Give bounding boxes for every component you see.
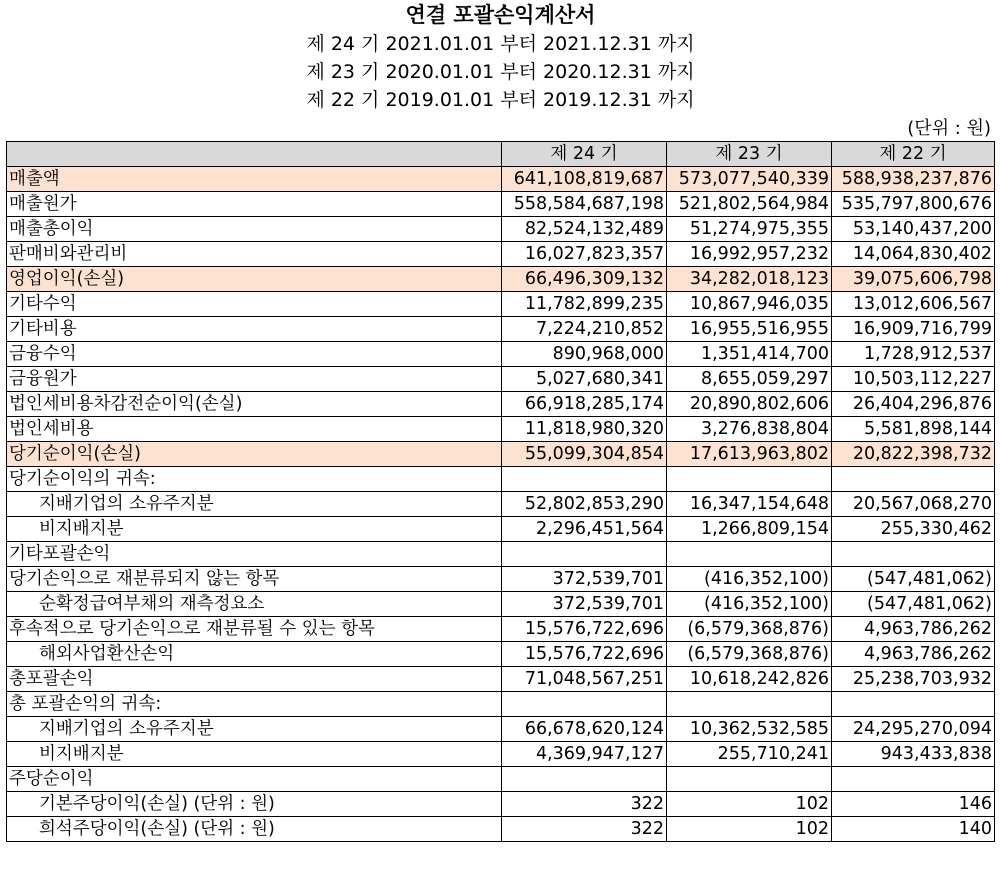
table-row [7, 567, 995, 592]
row-value [667, 467, 832, 492]
row-value: 255,710,241 [667, 742, 832, 767]
column-header-period-23: 제 23 기 [667, 142, 832, 167]
row-value: 10,867,946,035 [667, 292, 832, 317]
row-label: 금융원가 [7, 367, 502, 392]
table-row [7, 392, 995, 417]
table-row [7, 542, 995, 567]
period-line: 제 23 기 2020.01.01 부터 2020.12.31 까지 [306, 61, 695, 83]
row-label: 지배기업의 소유주지분 [7, 717, 502, 742]
row-label: 기본주당이익(손실) (단위 : 원) [7, 792, 502, 817]
row-value: 1,728,912,537 [832, 342, 995, 367]
table-row [7, 592, 995, 617]
row-label: 희석주당이익(손실) (단위 : 원) [7, 817, 502, 842]
row-value: 71,048,567,251 [502, 667, 667, 692]
row-value: 4,369,947,127 [502, 742, 667, 767]
row-value: 10,362,532,585 [667, 717, 832, 742]
row-value: 588,938,237,876 [832, 167, 995, 192]
row-value [832, 692, 995, 717]
row-label: 기타포괄손익 [7, 542, 502, 567]
row-value [502, 767, 667, 792]
row-value [502, 542, 667, 567]
row-label: 기타비용 [7, 317, 502, 342]
row-label: 해외사업환산손익 [7, 642, 502, 667]
row-value: 255,330,462 [832, 517, 995, 542]
row-value: 16,347,154,648 [667, 492, 832, 517]
row-value: 535,797,800,676 [832, 192, 995, 217]
row-value: 20,567,068,270 [832, 492, 995, 517]
row-value: 7,224,210,852 [502, 317, 667, 342]
row-value: 1,266,809,154 [667, 517, 832, 542]
row-value [667, 542, 832, 567]
row-value: 4,963,786,262 [832, 642, 995, 667]
row-value: 322 [502, 792, 667, 817]
table-row [7, 442, 995, 467]
row-label: 기타수익 [7, 292, 502, 317]
row-value: (6,579,368,876) [667, 642, 832, 667]
row-label: 순확정급여부채의 재측정요소 [7, 592, 502, 617]
row-label: 당기순이익의 귀속: [7, 467, 502, 492]
table-row [7, 617, 995, 642]
row-value: 521,802,564,984 [667, 192, 832, 217]
unit-label: (단위 : 원) [907, 118, 991, 139]
period-line: 제 22 기 2019.01.01 부터 2019.12.31 까지 [306, 89, 695, 111]
row-value: 641,108,819,687 [502, 167, 667, 192]
row-value: 39,075,606,798 [832, 267, 995, 292]
row-value: 4,963,786,262 [832, 617, 995, 642]
row-value: 5,027,680,341 [502, 367, 667, 392]
row-value: 146 [832, 792, 995, 817]
table-row [7, 292, 995, 317]
row-label: 영업이익(손실) [7, 267, 502, 292]
row-value: 10,503,112,227 [832, 367, 995, 392]
row-value: 5,581,898,144 [832, 417, 995, 442]
row-value: 20,822,398,732 [832, 442, 995, 467]
row-value: 1,351,414,700 [667, 342, 832, 367]
row-label: 매출원가 [7, 192, 502, 217]
row-value: 66,496,309,132 [502, 267, 667, 292]
row-value: 14,064,830,402 [832, 242, 995, 267]
row-value: 55,099,304,854 [502, 442, 667, 467]
row-value: (416,352,100) [667, 592, 832, 617]
row-value: 13,012,606,567 [832, 292, 995, 317]
statement-title: 연결 포괄손익계산서 [405, 3, 596, 27]
row-label: 당기순이익(손실) [7, 442, 502, 467]
row-label: 판매비와관리비 [7, 242, 502, 267]
row-value [667, 692, 832, 717]
table-row [7, 742, 995, 767]
row-value: 11,818,980,320 [502, 417, 667, 442]
column-header-item [7, 142, 502, 167]
row-value: 11,782,899,235 [502, 292, 667, 317]
table-row [7, 667, 995, 692]
row-value: 102 [667, 817, 832, 842]
table-row [7, 642, 995, 667]
row-value: 372,539,701 [502, 592, 667, 617]
row-value: 102 [667, 792, 832, 817]
table-row [7, 492, 995, 517]
table-row [7, 342, 995, 367]
table-row [7, 717, 995, 742]
row-value: (547,481,062) [832, 592, 995, 617]
row-value [832, 467, 995, 492]
row-value: 372,539,701 [502, 567, 667, 592]
row-label: 금융수익 [7, 342, 502, 367]
row-value: 26,404,296,876 [832, 392, 995, 417]
row-label: 주당순이익 [7, 767, 502, 792]
table-row [7, 192, 995, 217]
row-value: 8,655,059,297 [667, 367, 832, 392]
row-value: 53,140,437,200 [832, 217, 995, 242]
row-value: 2,296,451,564 [502, 517, 667, 542]
row-value [502, 467, 667, 492]
row-value: 322 [502, 817, 667, 842]
row-label: 비지배지분 [7, 742, 502, 767]
table-row [7, 692, 995, 717]
statement-header [0, 0, 1001, 114]
row-value: 25,238,703,932 [832, 667, 995, 692]
row-value: (6,579,368,876) [667, 617, 832, 642]
table-row [7, 217, 995, 242]
row-value [502, 692, 667, 717]
table-row [7, 317, 995, 342]
row-value: 34,282,018,123 [667, 267, 832, 292]
table-body [7, 167, 995, 842]
row-value: 3,276,838,804 [667, 417, 832, 442]
row-value: 10,618,242,826 [667, 667, 832, 692]
row-value: 15,576,722,696 [502, 617, 667, 642]
row-label: 매출액 [7, 167, 502, 192]
row-value: 17,613,963,802 [667, 442, 832, 467]
row-label: 지배기업의 소유주지분 [7, 492, 502, 517]
row-value: 573,077,540,339 [667, 167, 832, 192]
table-row [7, 367, 995, 392]
income-statement-table [6, 141, 995, 842]
row-value: 66,678,620,124 [502, 717, 667, 742]
row-value [832, 542, 995, 567]
row-label: 법인세비용 [7, 417, 502, 442]
row-value [832, 767, 995, 792]
row-value: 943,433,838 [832, 742, 995, 767]
row-value: 140 [832, 817, 995, 842]
row-value [667, 767, 832, 792]
row-label: 후속적으로 당기손익으로 재분류될 수 있는 항목 [7, 617, 502, 642]
row-value: 20,890,802,606 [667, 392, 832, 417]
row-value: 16,992,957,232 [667, 242, 832, 267]
table-row [7, 817, 995, 842]
table-header-row [7, 142, 995, 167]
row-label: 매출총이익 [7, 217, 502, 242]
table-row [7, 242, 995, 267]
row-label: 총 포괄손익의 귀속: [7, 692, 502, 717]
row-value: 558,584,687,198 [502, 192, 667, 217]
row-label: 법인세비용차감전순이익(손실) [7, 392, 502, 417]
row-value: 16,027,823,357 [502, 242, 667, 267]
row-value: 24,295,270,094 [832, 717, 995, 742]
table-row [7, 417, 995, 442]
row-label: 당기손익으로 재분류되지 않는 항목 [7, 567, 502, 592]
table-row [7, 767, 995, 792]
column-header-period-24: 제 24 기 [502, 142, 667, 167]
table-row [7, 792, 995, 817]
column-header-period-22: 제 22 기 [832, 142, 995, 167]
row-value: 890,968,000 [502, 342, 667, 367]
table-row [7, 467, 995, 492]
table-row [7, 267, 995, 292]
row-value: 16,909,716,799 [832, 317, 995, 342]
row-value: (547,481,062) [832, 567, 995, 592]
row-value: 51,274,975,355 [667, 217, 832, 242]
row-value: (416,352,100) [667, 567, 832, 592]
row-value: 82,524,132,489 [502, 217, 667, 242]
period-line: 제 24 기 2021.01.01 부터 2021.12.31 까지 [306, 33, 695, 55]
table-row [7, 167, 995, 192]
row-label: 총포괄손익 [7, 667, 502, 692]
row-value: 15,576,722,696 [502, 642, 667, 667]
row-value: 16,955,516,955 [667, 317, 832, 342]
table-row [7, 517, 995, 542]
row-label: 비지배지분 [7, 517, 502, 542]
row-value: 52,802,853,290 [502, 492, 667, 517]
row-value: 66,918,285,174 [502, 392, 667, 417]
